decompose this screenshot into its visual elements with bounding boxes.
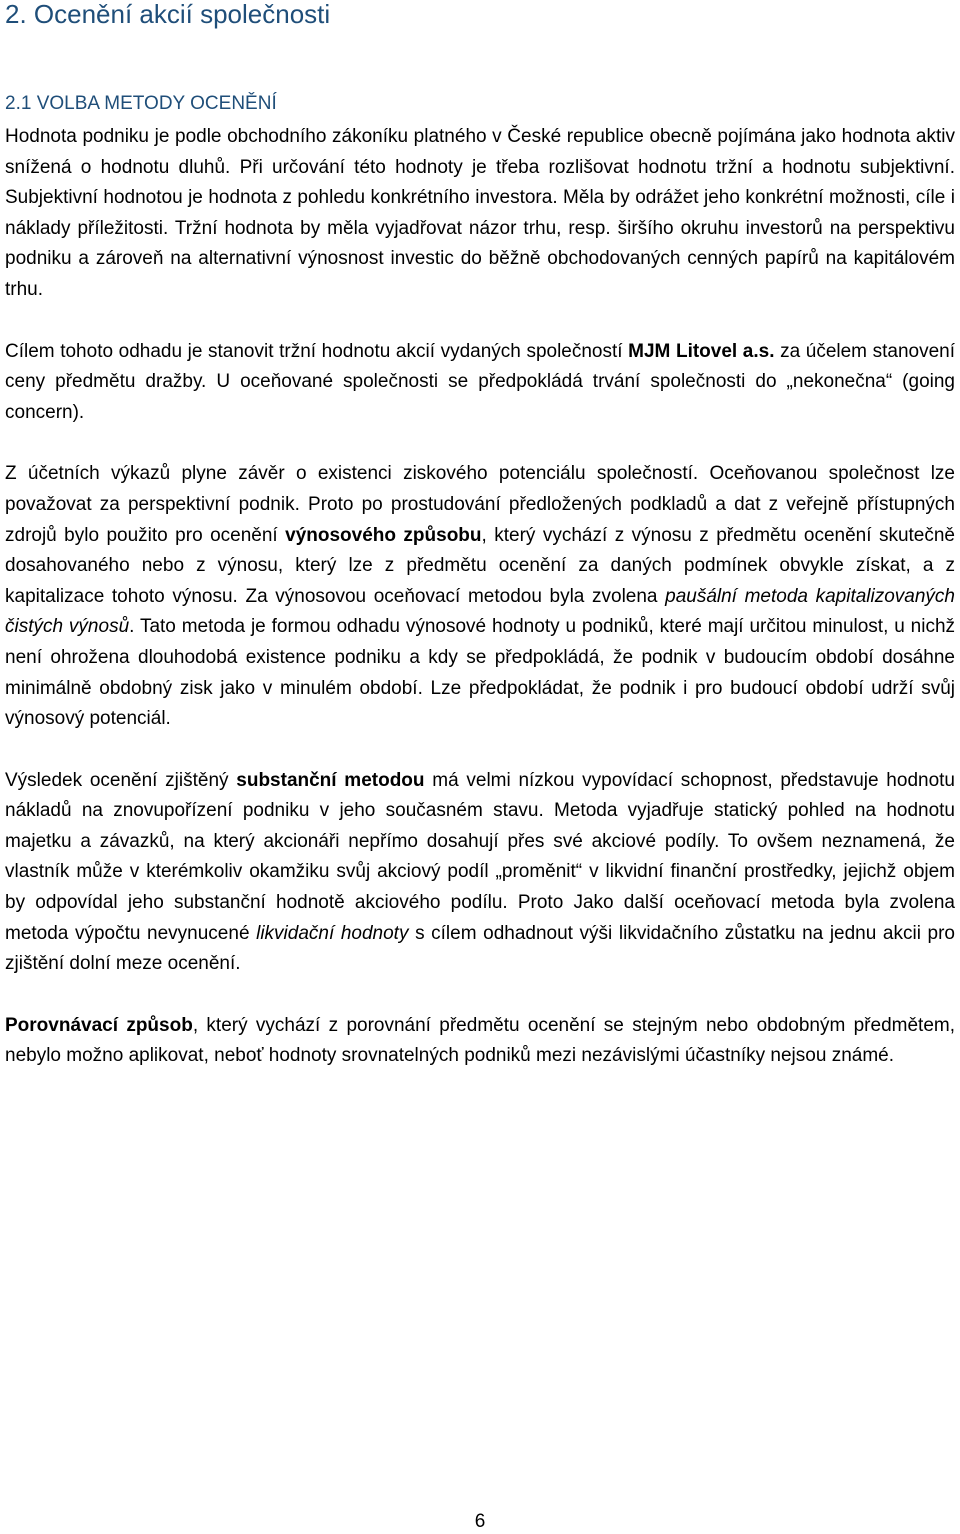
company-name: MJM Litovel a.s. [628, 340, 775, 362]
method-name: výnosového způsobu [285, 524, 482, 546]
method-name-italic: likvidační hodnoty [256, 922, 409, 944]
method-name: Porovnávací způsob [5, 1014, 193, 1036]
paragraph-text: Cílem tohoto odhadu je stanovit tržní hodnotu akcií vydaných společností [5, 340, 629, 362]
paragraph-text: Hodnota podniku je podle obchodního zákoníku platného v České republice obecně pojímána jako hodnota aktiv snížená o hodnotu dluhů. Při určování této hodnoty je třeba rozlišovat hodnotu tržní a hodnotu subjektivní. Subjektivní hodnotou je hodnota z pohledu konkrétního investora. Měla by odrážet jeho konkrétní možnosti, cíle i náklady příležitosti. Tržní hodnota by měla vyjadřovat názor trhu, resp. širšího okruhu investorů na perspektivu podniku a zároveň na alternativní výnosnost investic do běžně obchodovaných cenných papírů na kapitálovém trhu. [5, 126, 955, 300]
paragraph-text: za účelem stanovení ceny předmětu dražby. U oceňované společnosti se předpokládá trvání společnosti do „nekonečna“ (going concern). [5, 340, 955, 423]
paragraph-text: Z účetních výkazů plyne závěr o existenci ziskového potenciálu společností. Oceňovanou společnost lze považovat za perspektivní podnik. Proto po prostudování předložených podkladů a dat z veřejně přístupných zdrojů bylo použito pro ocenění [5, 463, 955, 546]
paragraph-text: má velmi nízkou vypovídací schopnost, představuje hodnotu nákladů na znovupořízení podniku v jeho současném stavu. Metoda vyjadřuje statický pohled na hodnotu majetku a závazků, na který akcionáři nepřímo dosahují přes své akciové podíly. To ovšem neznamená, že vlastník může v kterémkoliv okamžiku svůj akciový podíl „proměnit“ v likvidní finanční prostředky, jejichž objem by odpovídal jeho substanční hodnotě akciového podílu. Proto Jako další oceňovací metoda byla zvolena metoda výpočtu nevynucené [5, 769, 955, 944]
page-number: 6 [474, 1511, 486, 1532]
section-heading: 2.1 VOLBA METODY OCENĚNÍ [5, 93, 277, 114]
method-name-italic: paušální metoda kapitalizovaných čistých výnosů [5, 585, 955, 638]
paragraph-text: , který vychází z porovnání předmětu ocenění se stejným nebo obdobným předmětem, nebylo možno aplikovat, neboť hodnoty srovnatelných podniků mezi nezávislými účastníky nejsou známé. [5, 1014, 955, 1067]
paragraph-comparative-method [5, 1011, 955, 1072]
paragraph-text: s cílem odhadnout výši likvidačního zůstatku na jednu akcii pro zjištění dolní meze ocenění. [5, 922, 955, 975]
paragraph-text: Výsledek ocenění zjištěný [5, 769, 237, 791]
paragraph-text: , který vychází z výnosu z předmětu ocenění skutečně dosahovaného nebo z výnosu, který lze z předmětu ocenění za daných podmínek obvykle získat, a z kapitalizace tohoto výnosu. Za výnosovou oceňovací metodou byla zvolena [5, 524, 955, 607]
chapter-heading: 2. Ocenění akcií společnosti [5, 0, 331, 29]
paragraph-income-method [5, 459, 955, 734]
paragraph-text: . Tato metoda je formou odhadu výnosové hodnoty u podniků, které mají určitou minulost, u nichž není ohrožena dlouhodobá existence podniku a kdy se předpokládá, že podnik v budoucím období dosáhne minimálně obdobný zisk jako v minulém období. Lze předpokládat, že podnik i pro budoucí období udrží svůj výnosový potenciál. [5, 616, 956, 730]
paragraph-asset-method [5, 766, 955, 980]
paragraph-valuation-goal [5, 337, 955, 429]
method-name: substanční metodou [236, 769, 425, 791]
paragraph-market-value [5, 122, 955, 306]
document-page [5, 0, 955, 1072]
